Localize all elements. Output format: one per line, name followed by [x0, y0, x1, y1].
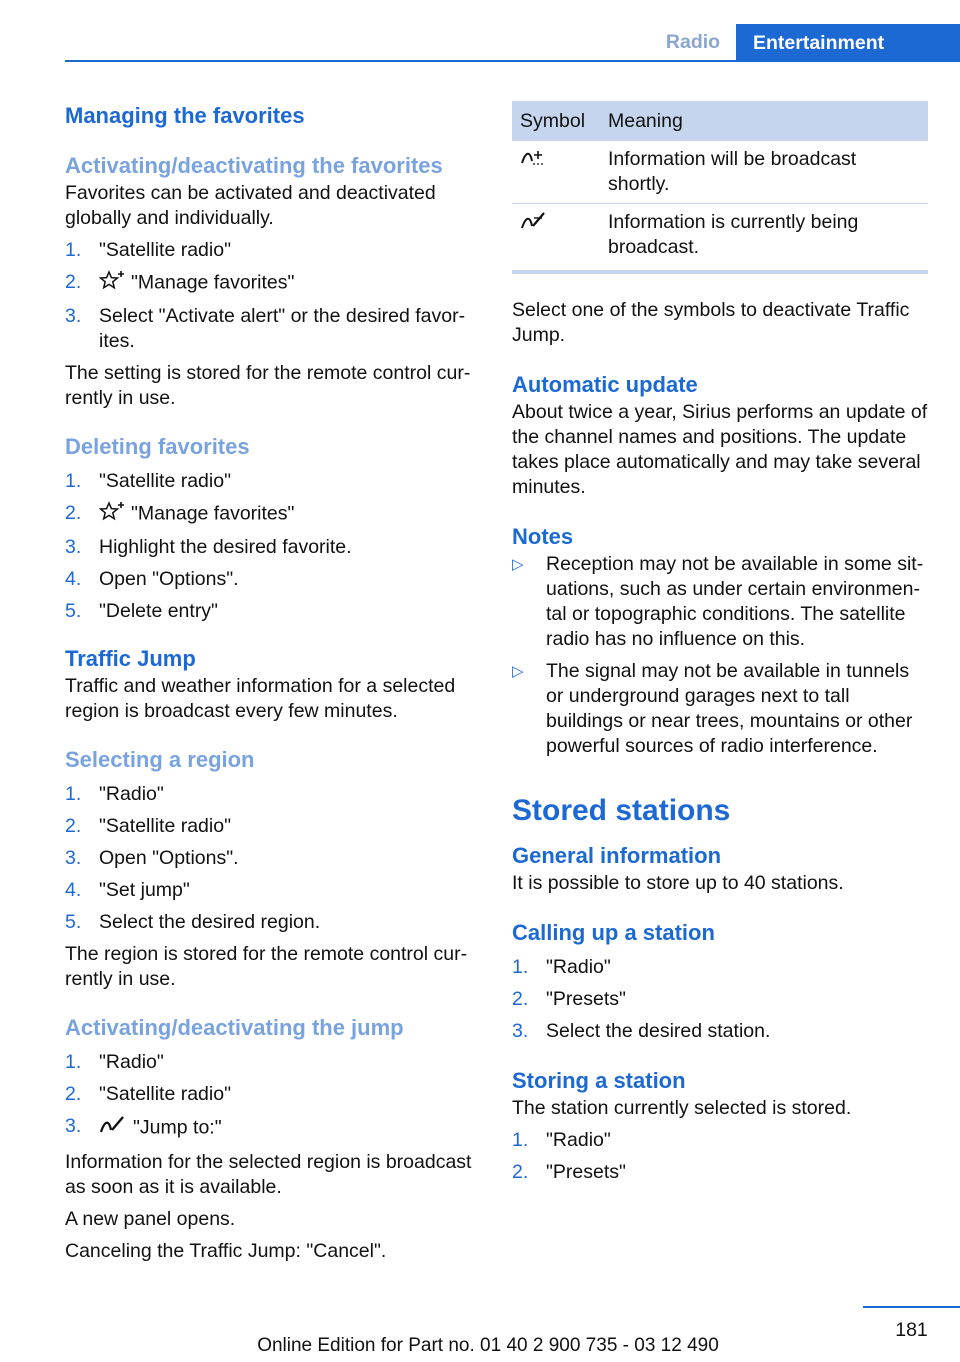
table-row — [512, 204, 928, 273]
calling-steps — [512, 955, 930, 1044]
step-number: 2. — [65, 815, 82, 837]
step-number: 2. — [65, 502, 82, 524]
bullet-triangle-icon: ▷ — [512, 663, 524, 680]
footer-rule — [863, 1306, 960, 1308]
left-column — [65, 101, 483, 1264]
list-item — [65, 782, 483, 807]
list-item — [65, 501, 483, 528]
step-number: 3. — [65, 305, 82, 327]
activating-jump-heading: Activating/deactivating the jump — [65, 1015, 404, 1040]
activating-text: Favorites can be activated and deactivated globally and individually. — [65, 182, 436, 229]
chapter-tab: Entertainment — [736, 24, 960, 62]
region-steps — [65, 782, 483, 935]
step-text: "Presets" — [546, 988, 626, 1010]
step-text: Select "Activate alert" or the desired favorites. — [99, 305, 466, 352]
right-column — [512, 101, 930, 1185]
step-text: "Set jump" — [99, 879, 190, 901]
step-text: "Radio" — [546, 1129, 611, 1151]
step-number: 3. — [65, 536, 82, 558]
table-cell-meaning: Information will be broadcast shortly. — [600, 141, 928, 204]
step-text: Highlight the desired favorite. — [99, 536, 352, 558]
list-item — [65, 469, 483, 494]
stored-stations-heading: Stored stations — [512, 794, 731, 827]
step-text: "Delete entry" — [99, 600, 218, 622]
edition-note: Online Edition for Part no. 01 40 2 900 735 - 03 12 490 — [257, 1335, 719, 1356]
step-number: 1. — [65, 1051, 82, 1073]
calling-station-heading: Calling up a station — [512, 920, 715, 945]
broadcasting-now-icon — [520, 210, 548, 239]
list-item — [65, 270, 483, 297]
list-item — [65, 567, 483, 592]
list-item — [65, 599, 483, 624]
table-header-meaning: Meaning — [600, 101, 928, 141]
step-number: 1. — [512, 956, 529, 978]
step-text: Select the desired region. — [99, 911, 321, 933]
step-number: 5. — [65, 911, 82, 933]
note-text: The signal may not be available in tunnels or underground garages next to tall buildings or near trees, mountains or other powerful sources of radio interference. — [546, 660, 913, 757]
list-item — [512, 552, 930, 652]
region-note: The region is stored for the remote control currently in use. — [65, 943, 468, 990]
step-number: 1. — [65, 239, 82, 261]
step-number: 1. — [512, 1129, 529, 1151]
list-item — [65, 878, 483, 903]
symbol-table — [512, 101, 928, 274]
storing-steps — [512, 1128, 930, 1185]
storing-station-text: The station currently selected is stored. — [512, 1097, 852, 1119]
step-number: 2. — [512, 1161, 529, 1183]
page-number: 181 — [895, 1319, 928, 1341]
broadcast-shortly-icon — [520, 147, 546, 174]
step-text: "Satellite radio" — [99, 470, 231, 492]
bullet-triangle-icon: ▷ — [512, 556, 524, 573]
list-item — [512, 1128, 930, 1153]
step-text: Open "Options". — [99, 847, 239, 869]
automatic-update-heading: Automatic update — [512, 372, 698, 397]
step-text: "Satellite radio" — [99, 815, 231, 837]
notes-heading: Notes — [512, 524, 574, 549]
traffic-jump-icon — [99, 1114, 127, 1143]
step-text: "Radio" — [99, 1051, 164, 1073]
step-text: "Satellite radio" — [99, 239, 231, 261]
star-icon — [99, 270, 125, 297]
traffic-jump-heading: Traffic Jump — [65, 646, 196, 671]
step-number: 2. — [65, 1083, 82, 1105]
step-text: "Radio" — [546, 956, 611, 978]
list-item — [65, 1082, 483, 1107]
general-information-heading: General information — [512, 843, 722, 868]
activating-note: The setting is stored for the remote control currently in use. — [65, 362, 471, 409]
list-item — [65, 238, 483, 263]
table-note: Select one of the symbols to deactivate Traffic Jump. — [512, 299, 910, 346]
list-item — [65, 910, 483, 935]
storing-station-heading: Storing a station — [512, 1068, 686, 1093]
jump-steps — [65, 1050, 483, 1143]
list-item — [512, 1160, 930, 1185]
list-item — [512, 1019, 930, 1044]
step-text: Open "Options". — [99, 568, 239, 590]
list-item — [65, 814, 483, 839]
list-item — [65, 304, 483, 354]
step-text: "Presets" — [546, 1161, 626, 1183]
step-number: 1. — [65, 470, 82, 492]
list-item — [512, 659, 930, 759]
table-header-row — [512, 101, 928, 141]
step-number: 2. — [512, 988, 529, 1010]
activating-favorites-heading: Activating/deactivating the favorites — [65, 153, 443, 178]
step-number: 2. — [65, 271, 82, 293]
list-item — [65, 1114, 483, 1143]
jump-note-3: Canceling the Traffic Jump: "Cancel". — [65, 1240, 387, 1262]
step-number: 4. — [65, 568, 82, 590]
section-label: Radio — [665, 31, 721, 53]
page-header — [0, 0, 960, 64]
table-header-symbol: Symbol — [512, 101, 600, 141]
general-information-text: It is possible to store up to 40 stations. — [512, 872, 844, 894]
table-cell-meaning: Information is currently being broadcast. — [600, 204, 928, 273]
list-item — [512, 987, 930, 1012]
jump-note-2: A new panel opens. — [65, 1208, 236, 1230]
notes-list — [512, 552, 930, 759]
step-text: Select the desired station. — [546, 1020, 771, 1042]
traffic-jump-text: Traffic and weather information for a selected region is broadcast every few minutes. — [65, 675, 456, 722]
header-rule — [65, 60, 960, 62]
step-number: 3. — [65, 1115, 82, 1137]
step-number: 5. — [65, 600, 82, 622]
deleting-favorites-heading: Deleting favorites — [65, 434, 250, 459]
step-number: 4. — [65, 879, 82, 901]
deleting-steps — [65, 469, 483, 624]
list-item — [65, 1050, 483, 1075]
step-number: 1. — [65, 783, 82, 805]
step-text: "Jump to:" — [133, 1116, 222, 1139]
table-cell-symbol — [512, 204, 600, 273]
step-text: "Radio" — [99, 783, 164, 805]
jump-note-1: Information for the selected region is broadcast as soon as it is available. — [65, 1151, 472, 1198]
star-icon — [99, 501, 125, 528]
managing-favorites-heading: Managing the favorites — [65, 103, 305, 128]
list-item — [512, 955, 930, 980]
automatic-update-text: About twice a year, Sirius performs an update of the channel names and positions. The update takes place automatically and may take several minutes. — [512, 401, 928, 498]
list-item — [65, 846, 483, 871]
step-text: "Manage favorites" — [131, 271, 295, 294]
selecting-region-heading: Selecting a region — [65, 747, 255, 772]
table-row — [512, 141, 928, 204]
step-text: "Manage favorites" — [131, 502, 295, 525]
list-item — [65, 535, 483, 560]
note-text: Reception may not be available in some situations, such as under certain environmental or topographic conditions. The satellite radio has no influence on this. — [546, 553, 924, 650]
table-cell-symbol — [512, 141, 600, 204]
step-text: "Satellite radio" — [99, 1083, 231, 1105]
step-number: 3. — [512, 1020, 529, 1042]
step-number: 3. — [65, 847, 82, 869]
activating-steps — [65, 238, 483, 354]
